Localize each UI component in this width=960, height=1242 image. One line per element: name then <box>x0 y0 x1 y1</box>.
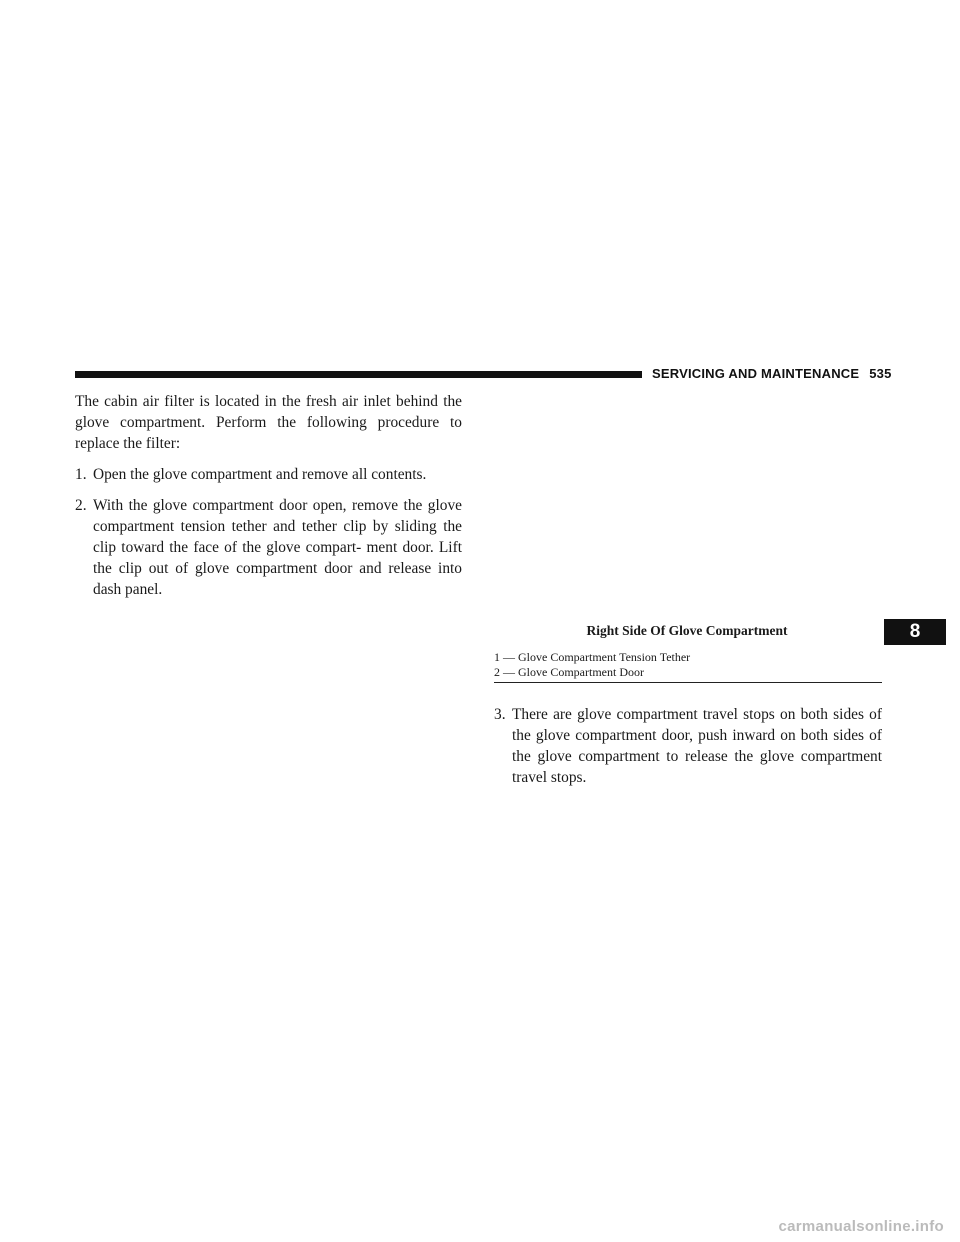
step-2 <box>75 495 462 600</box>
page-number: 535 <box>869 366 892 381</box>
step-number: 1. <box>75 466 87 483</box>
intro-paragraph: The cabin air filter is located in the fresh air inlet behind the glove compartment. Perform the following procedure to replace the filter: <box>75 393 462 452</box>
watermark: carmanualsonline.info <box>778 1218 944 1235</box>
step-1 <box>75 464 462 485</box>
section-title: SERVICING AND MAINTENANCE <box>652 366 860 381</box>
legend-item: 2 — Glove Compartment Door <box>494 665 644 679</box>
step-text: Open the glove compartment and remove all contents. <box>93 466 427 483</box>
legend-item: 1 — Glove Compartment Tension Tether <box>494 650 691 664</box>
left-column <box>75 391 462 610</box>
step-text: There are glove compartment travel stops on both sides of the glove compartment door, push inward on both sides of the glove compartment to release the glove compartment travel stops. <box>512 706 882 786</box>
step-text: With the glove compartment door open, remove the glove compartment tension tether and tether clip by sliding the clip toward the face of the glove compart- ment door. Lift the clip out of glove compartment door and release into dash panel. <box>93 497 462 598</box>
header-rule <box>75 371 642 378</box>
section-tab: 8 <box>884 619 946 645</box>
step-3 <box>494 704 882 788</box>
step-number: 3. <box>494 706 506 723</box>
step-number: 2. <box>75 497 87 514</box>
figure-caption: Right Side Of Glove Compartment <box>586 623 788 638</box>
figure-legend <box>494 650 882 683</box>
right-column <box>494 704 882 798</box>
running-header <box>652 366 892 381</box>
